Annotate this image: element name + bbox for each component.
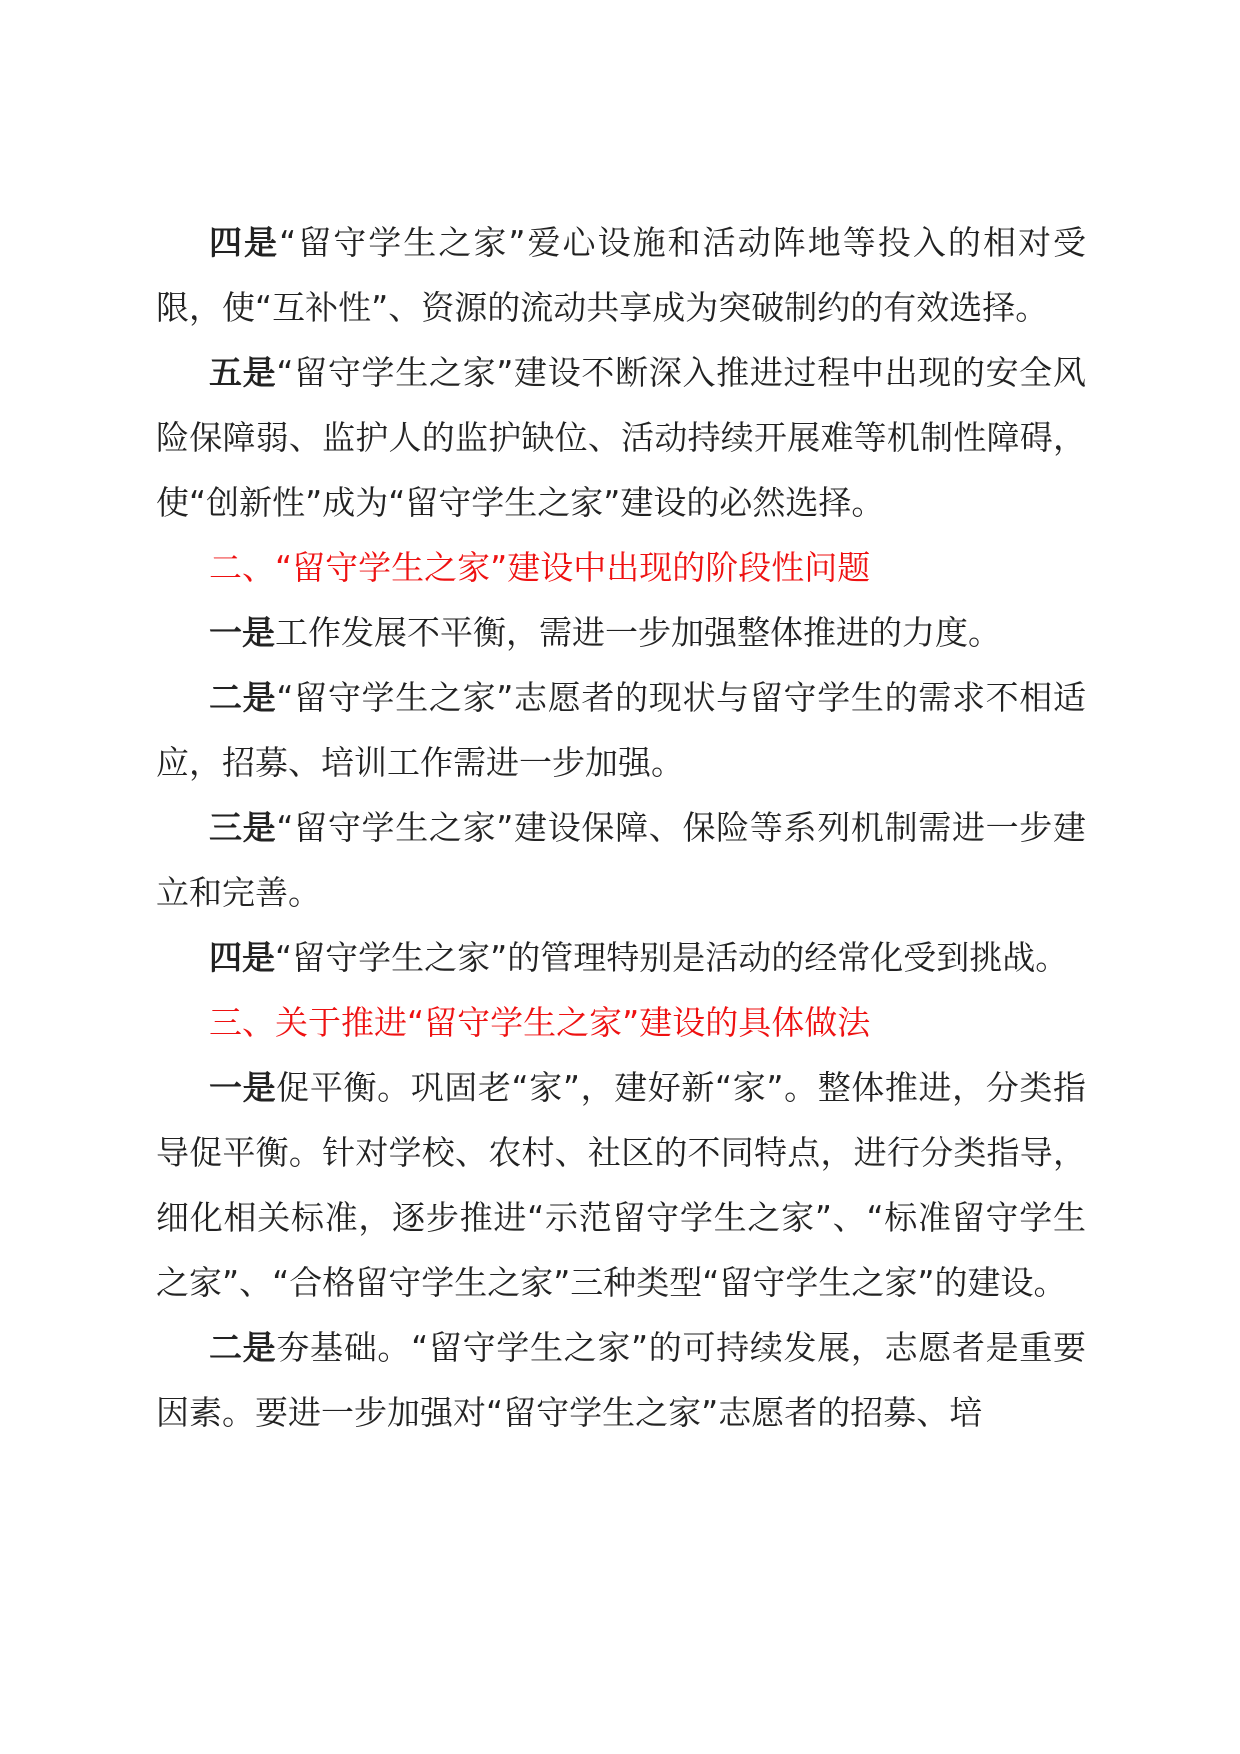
paragraph-lead: 一是 — [209, 613, 275, 652]
section-heading: 三、关于推进“留守学生之家”建设的具体做法 — [209, 1003, 871, 1042]
paragraph — [156, 795, 1086, 925]
paragraph — [156, 340, 1086, 535]
paragraph-lead: 二是 — [209, 678, 277, 717]
paragraph-lead: 一是 — [209, 1068, 277, 1107]
paragraph-lead: 五是 — [209, 353, 277, 392]
paragraph-text: “留守学生之家”志愿者的现状与留守学生的需求不相适应，招募、培训工作需进一步加强。 — [156, 678, 1086, 782]
paragraph-text: “留守学生之家”建设保障、保险等系列机制需进一步建立和完善。 — [156, 808, 1086, 912]
paragraph — [156, 210, 1086, 340]
document-body — [156, 210, 1086, 1445]
paragraph-lead: 四是 — [209, 938, 275, 977]
paragraph-text: “留守学生之家”的管理特别是活动的经常化受到挑战。 — [275, 938, 1069, 977]
paragraph-text: 促平衡。巩固老“家”，建好新“家”。整体推进，分类指导促平衡。针对学校、农村、社区的不同特点，进行分类指导，细化相关标准，逐步推进“示范留守学生之家”、“标准留守学生之家”、“合格留守学生之家”三种类型“留守学生之家”的建设。 — [156, 1068, 1086, 1302]
paragraph-text: 夯基础。“留守学生之家”的可持续发展，志愿者是重要因素。要进一步加强对“留守学生之家”志愿者的招募、培 — [156, 1328, 1086, 1432]
paragraph-lead: 二是 — [209, 1328, 277, 1367]
paragraph — [156, 925, 1086, 990]
paragraph-text: 工作发展不平衡，需进一步加强整体推进的力度。 — [275, 613, 1001, 652]
section-heading: 二、“留守学生之家”建设中出现的阶段性问题 — [209, 548, 871, 587]
paragraph-text: “留守学生之家”爱心设施和活动阵地等投入的相对受限，使“互补性”、资源的流动共享成为突破制约的有效选择。 — [156, 223, 1087, 327]
paragraph — [156, 1315, 1086, 1445]
paragraph-lead: 四是 — [209, 223, 280, 262]
paragraph-lead: 三是 — [209, 808, 277, 847]
paragraph — [156, 1055, 1086, 1315]
paragraph — [156, 600, 1086, 665]
paragraph — [156, 665, 1086, 795]
paragraph-text: “留守学生之家”建设不断深入推进过程中出现的安全风险保障弱、监护人的监护缺位、活动持续开展难等机制性障碍，使“创新性”成为“留守学生之家”建设的必然选择。 — [156, 353, 1086, 522]
